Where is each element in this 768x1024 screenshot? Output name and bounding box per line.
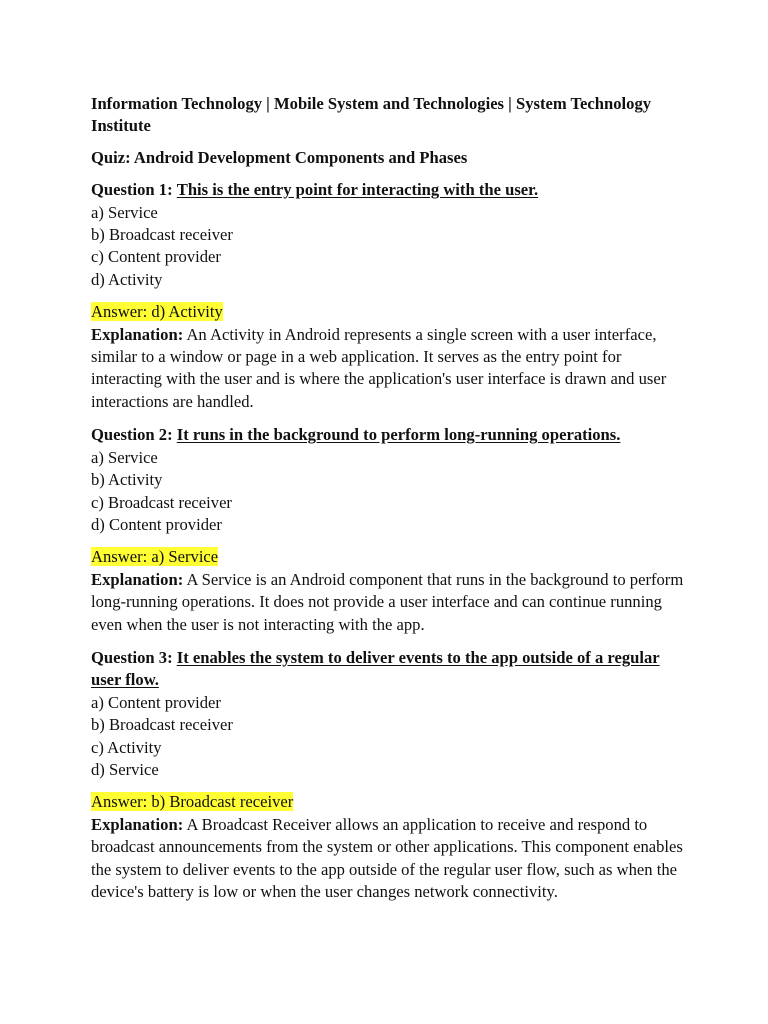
explanation-label: Explanation: (91, 569, 184, 589)
option-c: c) Activity (91, 737, 162, 757)
option-a: a) Service (91, 447, 158, 467)
explanation (91, 569, 691, 636)
option-d: d) Activity (91, 269, 163, 289)
option-list (91, 447, 691, 537)
explanation (91, 814, 691, 904)
question-text: This is the entry point for interacting with the user. (176, 180, 539, 200)
option-d: d) Service (91, 759, 159, 779)
document-page (91, 93, 691, 914)
answer-highlight: Answer: b) Broadcast receiver (91, 792, 294, 812)
quiz-title: Quiz: Android Development Components and Phases (91, 147, 468, 167)
question-2 (91, 424, 691, 536)
explanation (91, 324, 691, 414)
answer-line (91, 791, 691, 813)
answer-block-1 (91, 301, 691, 413)
answer-block-2 (91, 546, 691, 636)
question-text: It runs in the background to perform long-running operations. (176, 425, 621, 445)
question-text: It enables the system to deliver events to the app outside of a regular user flow. (91, 647, 660, 690)
document-header: Information Technology | Mobile System and Technologies | System Technology Institute (91, 94, 652, 136)
explanation-label: Explanation: (91, 814, 184, 834)
answer-line (91, 546, 691, 568)
question-label: Question 2: (91, 425, 173, 445)
option-b: b) Activity (91, 470, 163, 490)
question-label: Question 1: (91, 180, 173, 200)
option-c: c) Content provider (91, 247, 221, 267)
question-heading (91, 424, 691, 446)
explanation-text: An Activity in Android represents a single screen with a user interface, similar to a window or page in a web application. It serves as the entry point for interacting with the user and is where the application's user interface is drawn and user interactions are handled. (91, 324, 667, 411)
option-list (91, 692, 691, 782)
option-d: d) Content provider (91, 514, 222, 534)
option-b: b) Broadcast receiver (91, 225, 233, 245)
option-c: c) Broadcast receiver (91, 492, 232, 512)
question-3 (91, 647, 691, 781)
answer-highlight: Answer: d) Activity (91, 302, 223, 322)
explanation-text: A Broadcast Receiver allows an application to receive and respond to broadcast announcements from the system or other applications. This component enables the system to deliver events to the app outside of the regular user flow, such as when the device's battery is low or when the user changes network connectivity. (91, 814, 683, 901)
option-b: b) Broadcast receiver (91, 715, 233, 735)
answer-line (91, 301, 691, 323)
answer-highlight: Answer: a) Service (91, 547, 219, 567)
question-1 (91, 179, 691, 291)
question-label: Question 3: (91, 647, 173, 667)
option-list (91, 202, 691, 292)
explanation-label: Explanation: (91, 324, 184, 344)
question-heading (91, 179, 691, 201)
answer-block-3 (91, 791, 691, 903)
question-heading (91, 647, 691, 692)
option-a: a) Service (91, 202, 158, 222)
option-a: a) Content provider (91, 692, 221, 712)
explanation-text: A Service is an Android component that runs in the background to perform long-running operations. It does not provide a user interface and can continue running even when the user is not interacting with the app. (91, 569, 684, 634)
